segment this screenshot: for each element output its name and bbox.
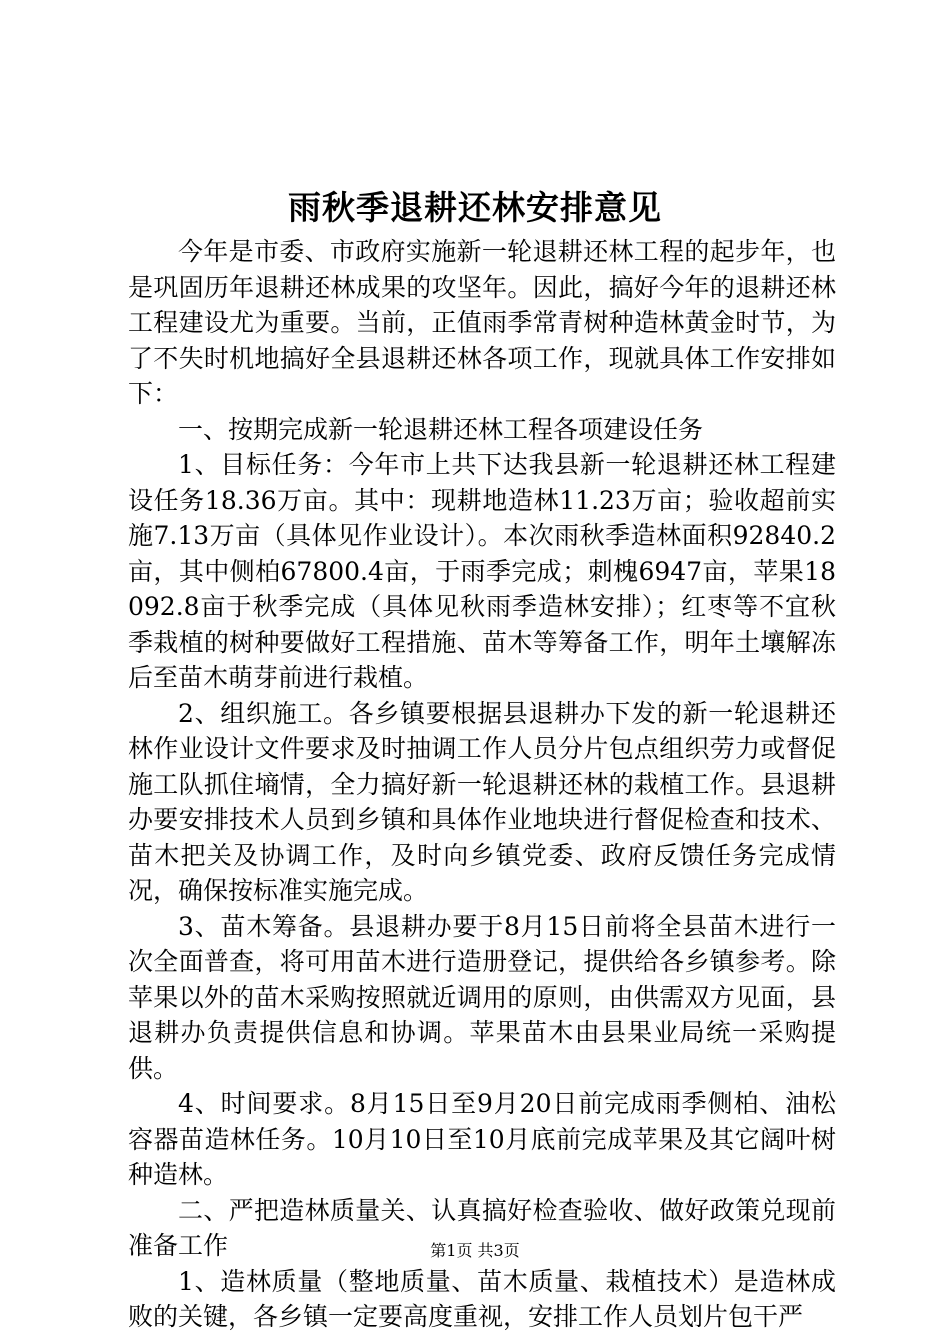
document-title: 雨秋季退耕还林安排意见	[288, 188, 662, 227]
paragraph-seedling-preparation: 3、苗木筹备。县退耕办要于8月15日前将全县苗木进行一次全面普查，将可用苗木进行造册登记，提供给各乡镇参考。除苹果以外的苗木采购按照就近调用的原则，由供需双方见面，县退耕办负责提供信息和协调。苹果苗木由县果业局统一采购提供。	[128, 911, 836, 1083]
document-body	[128, 234, 836, 1335]
paragraph-organize-construction: 2、组织施工。各乡镇要根据县退耕办下发的新一轮退耕还林作业设计文件要求及时抽调工作人员分片包点组织劳力或督促施工队抓住墒情，全力搞好新一轮退耕还林的栽植工作。县退耕办要安排技术人员到乡镇和具体作业地块进行督促检查和技术、苗木把关及协调工作，及时向乡镇党委、政府反馈任务完成情况，确保按标准实施完成。	[128, 698, 836, 905]
paragraph-afforestation-quality: 1、造林质量（整地质量、苗木质量、栽植技术）是造林成败的关键，各乡镇一定要高度重视，安排工作人员划片包干严	[128, 1266, 836, 1331]
paragraph-time-requirements: 4、时间要求。8月15日至9月20日前完成雨季侧柏、油松容器苗造林任务。10月10日至10月底前完成苹果及其它阔叶树种造林。	[128, 1089, 836, 1189]
section-heading-2: 二、严把造林质量关、认真搞好检查验收、做好政策兑现前准备工作	[128, 1195, 836, 1260]
page-number-footer: 第1页 共3页	[430, 1241, 520, 1260]
section-heading-1: 一、按期完成新一轮退耕还林工程各项建设任务	[178, 414, 704, 444]
paragraph-intro: 今年是市委、市政府实施新一轮退耕还林工程的起步年，也是巩固历年退耕还林成果的攻坚年。因此，搞好今年的退耕还林工程建设尤为重要。当前，正值雨季常青树种造林黄金时节，为了不失时机地搞好全县退耕还林各项工作，现就具体工作安排如下：	[128, 237, 836, 408]
paragraph-target-tasks: 1、目标任务：今年市上共下达我县新一轮退耕还林工程建设任务18.36万亩。其中：现耕地造林11.23万亩；验收超前实施7.13万亩（具体见作业设计）。本次雨秋季造林面积92840.2亩，其中侧柏67800.4亩，于雨季完成；刺槐6947亩，苹果18092.8亩于秋季完成（具体见秋雨季造林安排）；红枣等不宜秋季栽植的树种要做好工程措施、苗木等筹备工作，明年土壤解冻后至苗木萌芽前进行栽植。	[128, 450, 836, 692]
